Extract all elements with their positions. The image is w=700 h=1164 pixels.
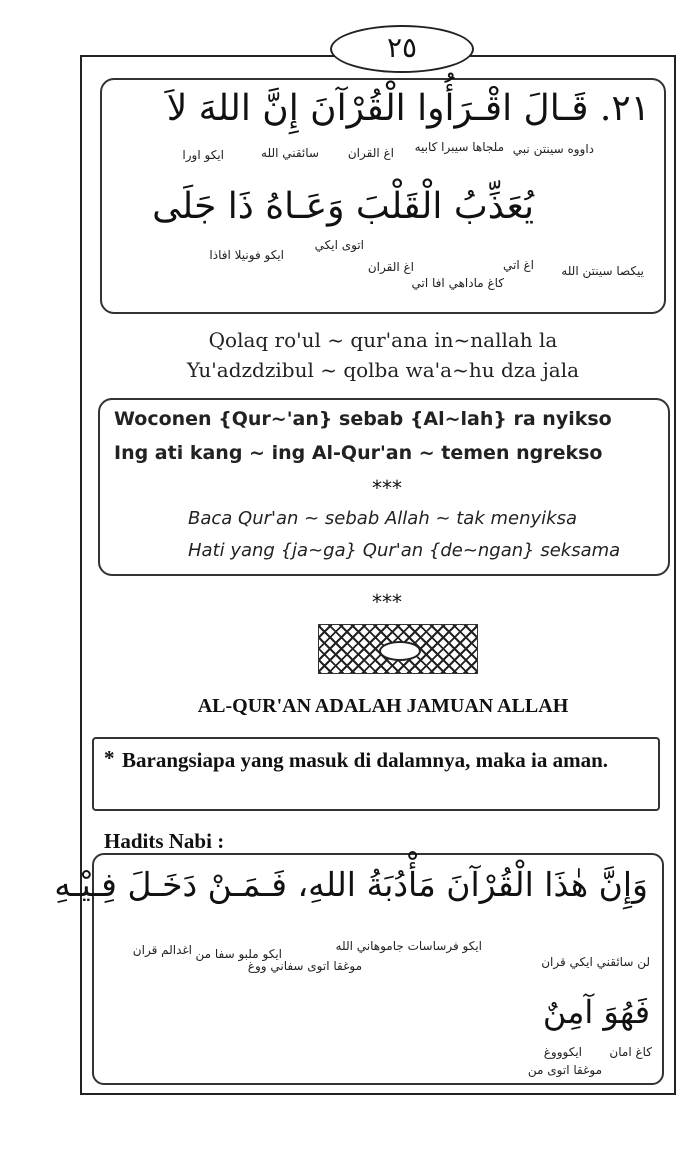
note-bullet: * [104,746,115,770]
transliteration-line-2: Yu'adzdzibul ~ qolba wa'a~hu dza jala [186,358,580,382]
hadith-label: Hadits Nabi : [104,829,225,853]
javanese-line-1: Woconen {Qur~'an} sebab {Al~lah} ra nyikso [114,408,612,430]
verse-gloss: ملجاها سيبرا كابيه [414,140,504,154]
javanese-line-2: Ing ati kang ~ ing Al-Qur'an ~ temen ngrekso [114,442,603,464]
hadith-gloss: ايكوووغ [543,1045,582,1059]
indonesian-line-2: Hati yang {ja~ga} Qur'an {de~ngan} seksama [188,540,621,561]
ornament-divider [318,624,478,674]
hadith-gloss: ايكو ملبو سفا من [195,947,282,961]
note-text: Barangsiapa yang masuk di dalamnya, maka ia aman. [122,748,609,772]
verse-line-2: يُعَذِّبُ الْقَلْبَ وَعَـاهُ ذَا جَلَى [152,186,534,227]
verse-gloss: ييكصا سينتن الله [561,264,644,278]
verse-box [100,78,666,314]
translation-box [98,398,670,576]
hadith-gloss: كاغ امان [609,1045,652,1059]
verse-gloss: اغ القران [347,146,394,160]
hadith-gloss: موغقا اتوى من [527,1063,602,1077]
transliteration-line-1: Qolaq ro'ul ~ qur'ana in~nallah la [208,328,558,352]
hadith-gloss: ايكو فرساسات جاموهاني الله [335,939,482,953]
hadith-line-1: وَإِنَّ هٰذَا الْقُرْآنَ مَأْدُبَةُ اللهِ، فَـمَـنْ دَخَـلَ فِـيْـهِ [54,865,648,904]
hadith-gloss: اغدالم قران [132,943,192,957]
verse-gloss: ايكو فونيلا افاذا [209,248,284,262]
verse-gloss: ايكو اورا [182,148,224,162]
verse-gloss: سائقني الله [261,146,319,160]
hadith-box [54,853,664,1085]
indonesian-line-1: Baca Qur'an ~ sebab Allah ~ tak menyiksa [188,508,577,529]
hadith-gloss: لن سائقني ايكي قران [541,955,650,969]
verse-gloss: داووه سينتن نبي [512,142,594,156]
verse-gloss: كاغ ماداهي افا اتي [411,276,504,290]
inner-stars: *** [372,476,402,500]
hadith-gloss: موغقا اتوى سفاني ووغ [247,959,362,973]
verse-line-1: ٢١. قَـالَ اقْـرَأُوا الْقُرْآنَ إِنَّ اللهَ لاَ [166,88,650,129]
note-box [92,737,660,811]
separator-stars: *** [372,590,402,614]
verse-gloss: اغ القران [367,260,414,274]
section-heading: AL-QUR'AN ADALAH JAMUAN ALLAH [197,695,569,717]
ornament-center [379,641,421,661]
verse-gloss: اتوى ايكي [314,238,364,252]
verse-gloss: اغ اتي [503,258,534,272]
page-number: ٢٥ [330,25,474,73]
hadith-line-2: فَهُوَ آمِنٌ [542,993,650,1031]
